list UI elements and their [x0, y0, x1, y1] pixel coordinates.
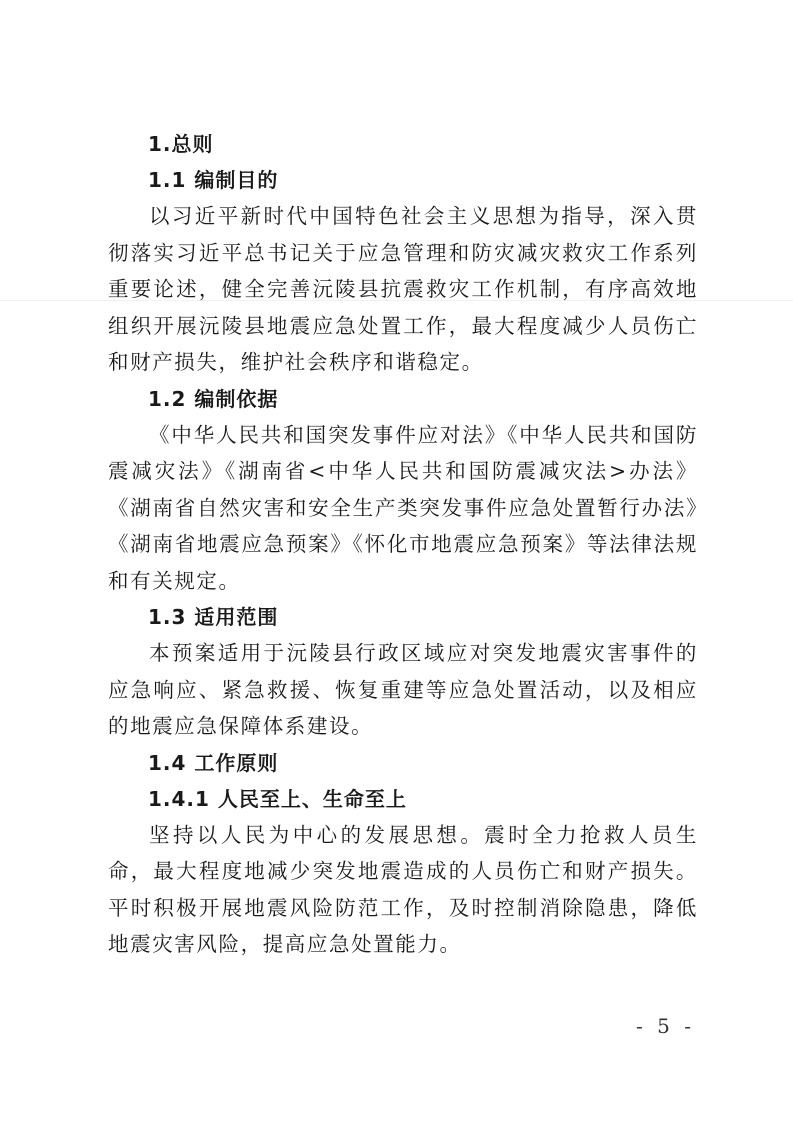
section-1-2-heading: 1.2 编制依据 — [148, 386, 279, 411]
section-1-3-heading: 1.3 适用范围 — [148, 605, 279, 629]
document-body — [108, 126, 698, 963]
section-1-4-1-heading: 1.4.1 人民至上、生命至上 — [148, 786, 407, 811]
section-1-heading: 1.总则 — [148, 132, 214, 156]
section-1-3-paragraph: 本预案适用于沅陵县行政区域应对突发地震灾害事件的应急响应、紧急救援、恢复重建等应急处置活动，以及相应的地震应急保障体系建设。 — [108, 641, 698, 738]
section-1-1-heading: 1.1 编制目的 — [148, 168, 279, 192]
section-1-1-paragraph: 以习近平新时代中国特色社会主义思想为指导，深入贯彻落实习近平总书记关于应急管理和防灾减灾救灾工作系列重要论述，健全完善沅陵县抗震救灾工作机制，有序高效地组织开展沅陵县地震应急处置工作，最大程度减少人员伤亡和财产损失，维护社会秩序和谐稳定。 — [108, 204, 698, 374]
section-1-4-1-paragraph: 坚持以人民为中心的发展思想。震时全力抢救人员生命，最大程度地减少突发地震造成的人员伤亡和财产损失。平时积极开展地震风险防范工作，及时控制消除隐患，降低地震灾害风险，提高应急处置能力。 — [108, 822, 698, 956]
page-number: - 5 - — [636, 1014, 695, 1038]
section-1-2-paragraph: 《中华人民共和国突发事件应对法》《中华人民共和国防震减灾法》《湖南省<中华人民共和国防震减灾法>办法》《湖南省自然灾害和安全生产类突发事件应急处置暂行办法》《湖南省地震应急预案》《怀化市地震应急预案》等法律法规和有关规定。 — [108, 422, 698, 593]
section-1-4-heading: 1.4 工作原则 — [148, 750, 279, 775]
